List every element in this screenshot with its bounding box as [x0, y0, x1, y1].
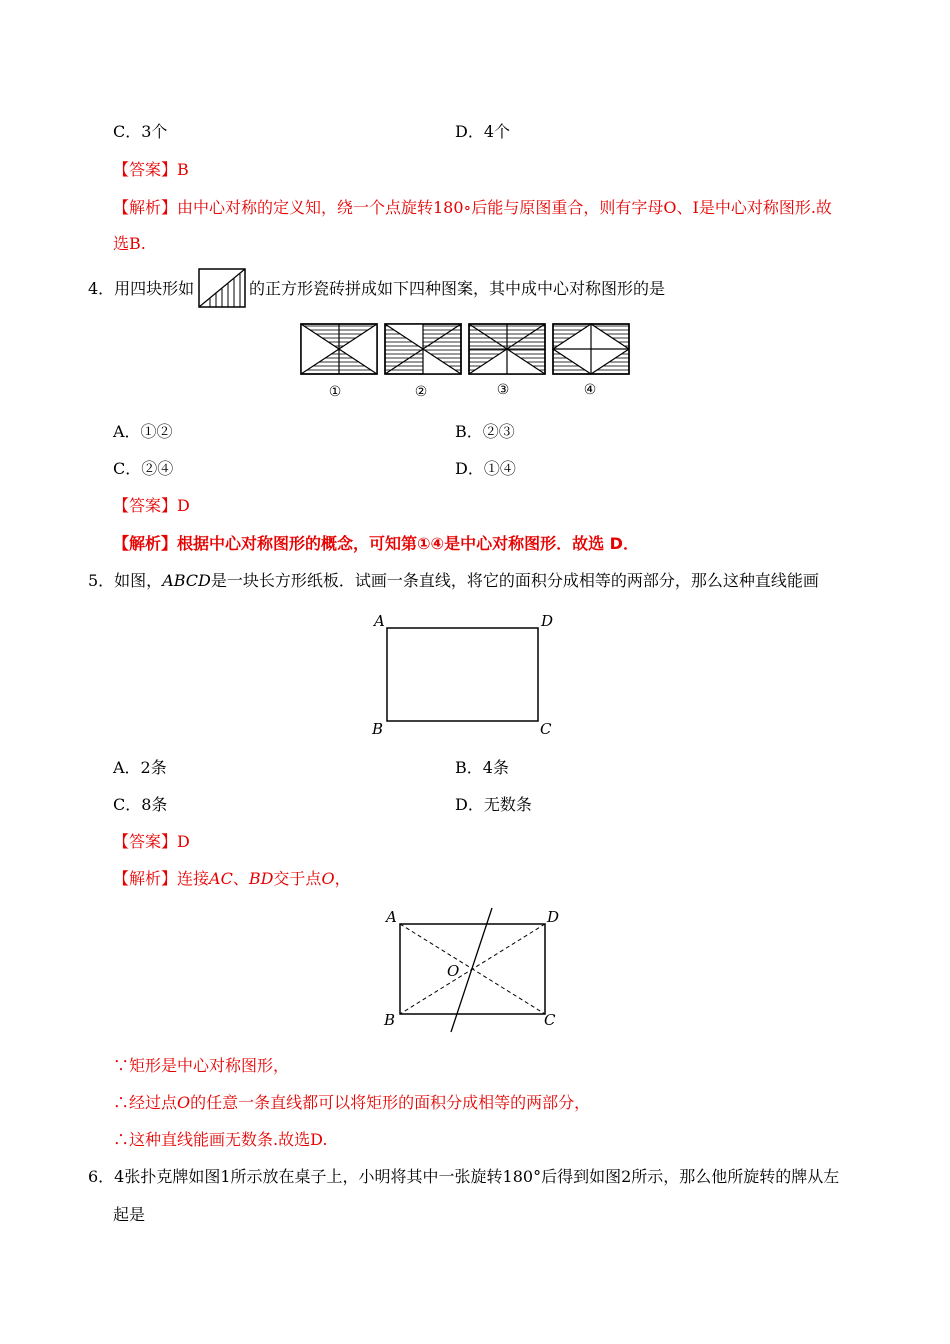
q5-reason-1: ∵矩形是中心对称图形， — [113, 1056, 290, 1075]
q5-option-c: C．8条 — [113, 795, 168, 814]
q4-option-d: D．①④ — [455, 459, 516, 478]
q4-stem-end: 的正方形瓷砖拼成如下四种图案，其中成中心对称图形的是 — [249, 279, 666, 298]
tile-icon — [198, 268, 246, 308]
q4-option-c: C．②④ — [113, 459, 174, 478]
pattern-4 — [553, 324, 629, 374]
q5-solution-figure — [380, 904, 570, 1034]
pattern-1 — [301, 324, 377, 374]
q5-reason-2: ∴经过点O的任意一条直线都可以将矩形的面积分成相等的两部分， — [113, 1093, 591, 1112]
svg-text:D: D — [541, 612, 554, 630]
q4-option-a: A．①② — [113, 422, 173, 441]
q4-answer: 【答案】D — [113, 496, 190, 515]
q5-reason-3: ∴这种直线能画无数条.故选D. — [113, 1130, 328, 1149]
q5-rectangle-figure — [368, 608, 568, 738]
q3-option-c: C．3个 — [113, 122, 168, 141]
q3-answer: 【答案】B — [113, 160, 189, 179]
pattern-2 — [385, 324, 461, 374]
q4-option-b: B．②③ — [455, 422, 515, 441]
pattern-label-2: ② — [414, 384, 428, 400]
q5-answer: 【答案】D — [113, 832, 190, 851]
q5-option-d: D．无数条 — [455, 795, 532, 814]
svg-text:C: C — [544, 1011, 556, 1029]
pattern-label-1: ① — [328, 384, 342, 400]
q4-patterns-figure — [295, 318, 640, 406]
q3-option-d: D．4个 — [455, 122, 511, 141]
q4-stem-start: 4．用四块形如 — [88, 279, 195, 298]
q3-analysis-line1: 【解析】由中心对称的定义知，绕一个点旋转180∘后能与原图重合，则有字母O、I是中心对称图形.故 — [113, 198, 832, 217]
q6-stem-line2: 起是 — [113, 1205, 146, 1224]
pattern-label-3: ③ — [496, 382, 510, 398]
q3-analysis-line2: 选B. — [113, 234, 146, 253]
svg-text:B: B — [372, 720, 384, 738]
pattern-3 — [469, 324, 545, 374]
svg-text:O: O — [447, 962, 460, 980]
q5-analysis: 【解析】连接AC、BD交于点O， — [113, 869, 351, 888]
svg-text:B: B — [384, 1011, 396, 1029]
svg-text:A: A — [374, 612, 385, 630]
svg-text:A: A — [386, 908, 397, 926]
svg-text:C: C — [540, 720, 552, 738]
q6-stem-line1: 6．4张扑克牌如图1所示放在桌子上，小明将其中一张旋转180°后得到如图2所示，那么他所旋转的牌从左 — [88, 1167, 840, 1186]
q5-option-b: B．4条 — [455, 758, 509, 777]
q5-option-a: A．2条 — [113, 758, 167, 777]
pattern-label-4: ④ — [583, 382, 597, 398]
q5-stem: 5．如图，ABCD是一块长方形纸板．试画一条直线，将它的面积分成相等的两部分，那么这种直线能画 — [88, 571, 819, 590]
svg-text:D: D — [547, 908, 560, 926]
q4-analysis: 【解析】根据中心对称图形的概念，可知第①④是中心对称图形．故选 D． — [113, 534, 639, 553]
